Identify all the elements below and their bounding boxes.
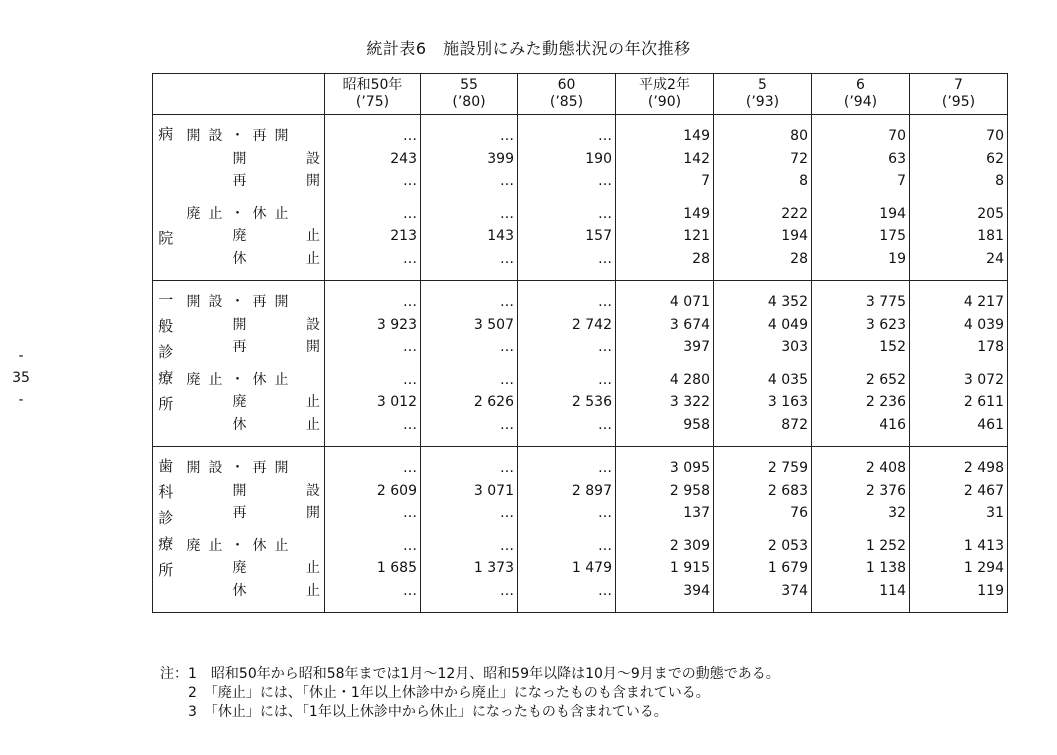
spacer-cell xyxy=(812,270,910,281)
group-label-char: 一 xyxy=(158,291,174,309)
row-label-main: 廃止・休止 xyxy=(186,371,297,388)
table-row xyxy=(153,314,1008,337)
spacer-cell xyxy=(616,359,714,369)
table-row xyxy=(153,414,1008,437)
value-cell: … xyxy=(421,248,518,271)
spacer-cell xyxy=(812,193,910,203)
value-cell: 121 xyxy=(616,225,714,248)
value-cell: 2 236 xyxy=(812,391,910,414)
row-label-sub: 開 設 xyxy=(232,150,320,167)
table-row xyxy=(153,170,1008,193)
spacer-cell xyxy=(714,436,812,447)
table-row xyxy=(153,291,1008,314)
value-cell: … xyxy=(421,336,518,359)
value-cell: 3 095 xyxy=(616,457,714,480)
spacer-cell xyxy=(325,436,421,447)
value-cell: 1 685 xyxy=(325,557,421,580)
spacer-cell xyxy=(325,602,421,613)
value-cell: … xyxy=(325,457,421,480)
value-cell: … xyxy=(518,580,616,603)
spacer-row xyxy=(153,281,1008,292)
value-cell: 2 309 xyxy=(616,535,714,558)
value-cell: … xyxy=(421,535,518,558)
spacer-cell xyxy=(421,436,518,447)
value-cell: 461 xyxy=(910,414,1008,437)
table-row xyxy=(153,502,1008,525)
group-label-char: 般 xyxy=(158,317,174,335)
value-cell: 7 xyxy=(812,170,910,193)
value-cell: 2 536 xyxy=(518,391,616,414)
value-cell: 2 053 xyxy=(714,535,812,558)
value-cell: 2 408 xyxy=(812,457,910,480)
spacer-row xyxy=(153,115,1008,126)
spacer-cell xyxy=(518,270,616,281)
spacer-cell xyxy=(518,115,616,126)
spacer-row xyxy=(153,193,1008,203)
value-cell: … xyxy=(518,336,616,359)
table-row xyxy=(153,391,1008,414)
spacer-row xyxy=(153,436,1008,447)
footnote: 2 「廃止」には、「休止・1年以上休診中から廃止」になったものも含まれている。 xyxy=(160,685,710,701)
spacer-cell xyxy=(518,281,616,292)
row-label-main: 開設・再開 xyxy=(186,294,297,310)
value-cell: … xyxy=(325,414,421,437)
value-cell: 3 071 xyxy=(421,480,518,503)
spacer-cell xyxy=(910,447,1008,458)
value-cell: 137 xyxy=(616,502,714,525)
header-row xyxy=(153,74,1008,115)
spacer-cell xyxy=(910,602,1008,613)
value-cell: 157 xyxy=(518,225,616,248)
spacer-cell xyxy=(910,525,1008,535)
value-cell: 143 xyxy=(421,225,518,248)
value-cell: … xyxy=(325,125,421,148)
value-cell: 62 xyxy=(910,148,1008,171)
table-row xyxy=(153,535,1008,558)
value-cell: 32 xyxy=(812,502,910,525)
group-label-char: 病 xyxy=(158,125,174,143)
spacer-cell xyxy=(616,115,714,126)
value-cell: 4 352 xyxy=(714,291,812,314)
group-label-char xyxy=(153,173,179,199)
value-cell: 7 xyxy=(616,170,714,193)
spacer-cell xyxy=(616,193,714,203)
row-label-cell xyxy=(179,457,325,480)
spacer-cell xyxy=(179,193,325,203)
value-cell: 205 xyxy=(910,203,1008,226)
value-cell: 2 626 xyxy=(421,391,518,414)
value-cell: 119 xyxy=(910,580,1008,603)
value-cell: 394 xyxy=(616,580,714,603)
spacer-cell xyxy=(910,436,1008,447)
value-cell: … xyxy=(518,203,616,226)
value-cell: … xyxy=(421,414,518,437)
value-cell: 8 xyxy=(714,170,812,193)
value-cell: 28 xyxy=(714,248,812,271)
value-cell: 2 611 xyxy=(910,391,1008,414)
value-cell: … xyxy=(518,414,616,437)
value-cell: 4 071 xyxy=(616,291,714,314)
row-label-sub: 再 開 xyxy=(232,173,320,189)
value-cell: 19 xyxy=(812,248,910,271)
row-label-sub: 休 止 xyxy=(232,416,320,433)
value-cell: 2 958 xyxy=(616,480,714,503)
column-header: 7 (’95) xyxy=(910,74,1008,115)
value-cell: … xyxy=(325,170,421,193)
row-label-cell xyxy=(179,291,325,314)
value-cell: 2 498 xyxy=(910,457,1008,480)
value-cell: … xyxy=(518,170,616,193)
spacer-cell xyxy=(179,115,325,126)
table-row xyxy=(153,125,1008,148)
value-cell: … xyxy=(325,580,421,603)
spacer-row xyxy=(153,359,1008,369)
value-cell: 374 xyxy=(714,580,812,603)
group-label xyxy=(153,281,179,447)
table-row xyxy=(153,580,1008,603)
row-label-cell xyxy=(179,336,325,359)
value-cell: 3 775 xyxy=(812,291,910,314)
value-cell: 194 xyxy=(714,225,812,248)
value-cell: … xyxy=(325,535,421,558)
table-row xyxy=(153,203,1008,226)
spacer-cell xyxy=(812,602,910,613)
spacer-cell xyxy=(616,281,714,292)
row-label-cell xyxy=(179,203,325,226)
value-cell: … xyxy=(421,125,518,148)
value-cell: … xyxy=(325,291,421,314)
spacer-cell xyxy=(179,270,325,281)
spacer-cell xyxy=(518,193,616,203)
value-cell: 872 xyxy=(714,414,812,437)
header-corner xyxy=(153,74,325,115)
table-row xyxy=(153,148,1008,171)
value-cell: 1 252 xyxy=(812,535,910,558)
row-label-main: 開設・再開 xyxy=(186,128,297,144)
value-cell: 3 072 xyxy=(910,369,1008,392)
value-cell: 2 742 xyxy=(518,314,616,337)
value-cell: 2 897 xyxy=(518,480,616,503)
spacer-cell xyxy=(325,281,421,292)
spacer-cell xyxy=(421,447,518,458)
value-cell: 1 413 xyxy=(910,535,1008,558)
value-cell: 3 674 xyxy=(616,314,714,337)
page-number-dash-bottom: - xyxy=(18,392,24,408)
spacer-cell xyxy=(616,436,714,447)
spacer-cell xyxy=(714,281,812,292)
row-label-cell xyxy=(179,580,325,603)
value-cell: 1 679 xyxy=(714,557,812,580)
value-cell: 1 479 xyxy=(518,557,616,580)
spacer-cell xyxy=(910,359,1008,369)
footnote: 注：1 昭和50年から昭和58年までは1月～12月、昭和59年以降は10月～9月までの動態である。 xyxy=(160,666,780,682)
spacer-cell xyxy=(518,525,616,535)
value-cell: … xyxy=(421,369,518,392)
spacer-cell xyxy=(910,281,1008,292)
row-label-cell xyxy=(179,148,325,171)
spacer-row xyxy=(153,525,1008,535)
column-header: 5 (’93) xyxy=(714,74,812,115)
value-cell: 8 xyxy=(910,170,1008,193)
value-cell: … xyxy=(325,248,421,271)
value-cell: 149 xyxy=(616,203,714,226)
spacer-cell xyxy=(179,436,325,447)
group-label-char: 療 xyxy=(158,535,174,553)
row-label-cell xyxy=(179,125,325,148)
row-label-main: 廃止・休止 xyxy=(186,537,297,554)
spacer-cell xyxy=(616,602,714,613)
spacer-cell xyxy=(421,270,518,281)
value-cell: 3 923 xyxy=(325,314,421,337)
spacer-cell xyxy=(179,359,325,369)
page-number-dash-top: - xyxy=(18,348,24,364)
page-number xyxy=(8,345,34,411)
spacer-cell xyxy=(616,525,714,535)
group-label-char xyxy=(153,199,179,225)
value-cell: 190 xyxy=(518,148,616,171)
spacer-cell xyxy=(325,359,421,369)
spacer-cell xyxy=(714,525,812,535)
value-cell: 142 xyxy=(616,148,714,171)
value-cell: … xyxy=(518,125,616,148)
value-cell: 4 039 xyxy=(910,314,1008,337)
value-cell: 63 xyxy=(812,148,910,171)
value-cell: … xyxy=(325,502,421,525)
group-label-char: 療 xyxy=(158,369,174,387)
value-cell: … xyxy=(518,291,616,314)
row-label-main: 廃止・休止 xyxy=(186,205,297,222)
row-label-cell xyxy=(179,391,325,414)
value-cell: 72 xyxy=(714,148,812,171)
group-label xyxy=(153,115,179,281)
spacer-cell xyxy=(714,193,812,203)
table-row xyxy=(153,480,1008,503)
spacer-cell xyxy=(421,281,518,292)
group-label-char: 科 xyxy=(158,483,174,501)
value-cell: 181 xyxy=(910,225,1008,248)
table-row xyxy=(153,457,1008,480)
spacer-cell xyxy=(714,602,812,613)
spacer-cell xyxy=(812,447,910,458)
value-cell: 4 049 xyxy=(714,314,812,337)
spacer-cell xyxy=(910,115,1008,126)
value-cell: 2 467 xyxy=(910,480,1008,503)
group-label-char: 診 xyxy=(158,509,174,527)
table-row xyxy=(153,248,1008,271)
spacer-row xyxy=(153,602,1008,613)
row-label-cell xyxy=(179,414,325,437)
value-cell: 149 xyxy=(616,125,714,148)
value-cell: 194 xyxy=(812,203,910,226)
group-label xyxy=(153,447,179,613)
row-label-main: 開設・再開 xyxy=(186,460,297,476)
column-header: 平成2年 (’90) xyxy=(616,74,714,115)
row-label-cell xyxy=(179,502,325,525)
spacer-cell xyxy=(421,525,518,535)
footnote: 3 「休止」には、「1年以上休診中から休止」になったものも含まれている。 xyxy=(160,704,668,720)
row-label-cell xyxy=(179,225,325,248)
value-cell: 222 xyxy=(714,203,812,226)
column-header: 昭和50年 (’75) xyxy=(325,74,421,115)
table-row xyxy=(153,557,1008,580)
spacer-cell xyxy=(325,270,421,281)
value-cell: 80 xyxy=(714,125,812,148)
row-label-cell xyxy=(179,369,325,392)
value-cell: 4 280 xyxy=(616,369,714,392)
row-label-cell xyxy=(179,480,325,503)
spacer-row xyxy=(153,447,1008,458)
group-label-char xyxy=(153,147,179,173)
statistics-table xyxy=(152,73,1008,613)
spacer-cell xyxy=(179,281,325,292)
spacer-cell xyxy=(812,359,910,369)
value-cell: 24 xyxy=(910,248,1008,271)
value-cell: 175 xyxy=(812,225,910,248)
value-cell: 152 xyxy=(812,336,910,359)
spacer-cell xyxy=(518,359,616,369)
spacer-cell xyxy=(518,602,616,613)
value-cell: 1 915 xyxy=(616,557,714,580)
value-cell: 28 xyxy=(616,248,714,271)
spacer-cell xyxy=(421,115,518,126)
column-header: 6 (’94) xyxy=(812,74,910,115)
value-cell: … xyxy=(421,457,518,480)
table-row xyxy=(153,336,1008,359)
value-cell: 2 652 xyxy=(812,369,910,392)
value-cell: … xyxy=(421,580,518,603)
spacer-row xyxy=(153,270,1008,281)
spacer-cell xyxy=(910,270,1008,281)
group-label-char: 診 xyxy=(158,343,174,361)
value-cell: 70 xyxy=(812,125,910,148)
spacer-cell xyxy=(714,447,812,458)
value-cell: 303 xyxy=(714,336,812,359)
spacer-cell xyxy=(616,447,714,458)
value-cell: … xyxy=(421,170,518,193)
value-cell: 70 xyxy=(910,125,1008,148)
value-cell: 31 xyxy=(910,502,1008,525)
group-label-char: 歯 xyxy=(158,457,174,475)
value-cell: 76 xyxy=(714,502,812,525)
value-cell: 3 507 xyxy=(421,314,518,337)
value-cell: 3 623 xyxy=(812,314,910,337)
value-cell: … xyxy=(518,369,616,392)
value-cell: 4 035 xyxy=(714,369,812,392)
value-cell: … xyxy=(325,336,421,359)
value-cell: 4 217 xyxy=(910,291,1008,314)
spacer-cell xyxy=(325,447,421,458)
value-cell: 213 xyxy=(325,225,421,248)
spacer-cell xyxy=(325,193,421,203)
value-cell: … xyxy=(421,291,518,314)
value-cell: 2 609 xyxy=(325,480,421,503)
value-cell: 3 163 xyxy=(714,391,812,414)
value-cell: 3 012 xyxy=(325,391,421,414)
spacer-cell xyxy=(179,602,325,613)
row-label-cell xyxy=(179,248,325,271)
spacer-cell xyxy=(714,270,812,281)
spacer-cell xyxy=(179,447,325,458)
row-label-sub: 再 開 xyxy=(232,339,320,355)
value-cell: 1 138 xyxy=(812,557,910,580)
row-label-sub: 再 開 xyxy=(232,505,320,521)
value-cell: 399 xyxy=(421,148,518,171)
group-label-char: 院 xyxy=(158,229,174,247)
row-label-cell xyxy=(179,170,325,193)
spacer-cell xyxy=(179,525,325,535)
column-header: 55 (’80) xyxy=(421,74,518,115)
row-label-sub: 廃 止 xyxy=(232,560,320,576)
value-cell: 2 376 xyxy=(812,480,910,503)
value-cell: 958 xyxy=(616,414,714,437)
row-label-cell xyxy=(179,314,325,337)
row-label-cell xyxy=(179,535,325,558)
table-row xyxy=(153,369,1008,392)
value-cell: 243 xyxy=(325,148,421,171)
value-cell: … xyxy=(421,203,518,226)
group-label-char: 所 xyxy=(158,561,174,579)
value-cell: 2 759 xyxy=(714,457,812,480)
value-cell: … xyxy=(325,203,421,226)
row-label-sub: 開 設 xyxy=(232,482,320,499)
spacer-cell xyxy=(910,193,1008,203)
row-label-sub: 休 止 xyxy=(232,250,320,267)
spacer-cell xyxy=(518,436,616,447)
value-cell: 2 683 xyxy=(714,480,812,503)
value-cell: 397 xyxy=(616,336,714,359)
spacer-cell xyxy=(714,359,812,369)
value-cell: … xyxy=(518,248,616,271)
spacer-cell xyxy=(714,115,812,126)
value-cell: … xyxy=(518,502,616,525)
row-label-cell xyxy=(179,557,325,580)
spacer-cell xyxy=(812,436,910,447)
page-number-value: 35 xyxy=(12,370,30,386)
value-cell: 178 xyxy=(910,336,1008,359)
footnotes xyxy=(160,665,780,722)
row-label-sub: 廃 止 xyxy=(232,394,320,410)
row-label-sub: 休 止 xyxy=(232,582,320,599)
column-header: 60 (’85) xyxy=(518,74,616,115)
value-cell: 114 xyxy=(812,580,910,603)
spacer-cell xyxy=(421,602,518,613)
spacer-cell xyxy=(421,193,518,203)
value-cell: … xyxy=(518,457,616,480)
spacer-cell xyxy=(812,115,910,126)
spacer-cell xyxy=(325,525,421,535)
row-label-sub: 廃 止 xyxy=(232,228,320,244)
spacer-cell xyxy=(812,281,910,292)
spacer-cell xyxy=(325,115,421,126)
value-cell: 3 322 xyxy=(616,391,714,414)
value-cell: 416 xyxy=(812,414,910,437)
table-title: 統計表6 施設別にみた動態状況の年次推移 xyxy=(366,39,691,58)
value-cell: 1 373 xyxy=(421,557,518,580)
group-label-char: 所 xyxy=(158,395,174,413)
spacer-cell xyxy=(616,270,714,281)
value-cell: 1 294 xyxy=(910,557,1008,580)
spacer-cell xyxy=(518,447,616,458)
spacer-cell xyxy=(812,525,910,535)
table-row xyxy=(153,225,1008,248)
value-cell: … xyxy=(325,369,421,392)
value-cell: … xyxy=(421,502,518,525)
spacer-cell xyxy=(421,359,518,369)
row-label-sub: 開 設 xyxy=(232,316,320,333)
value-cell: … xyxy=(518,535,616,558)
